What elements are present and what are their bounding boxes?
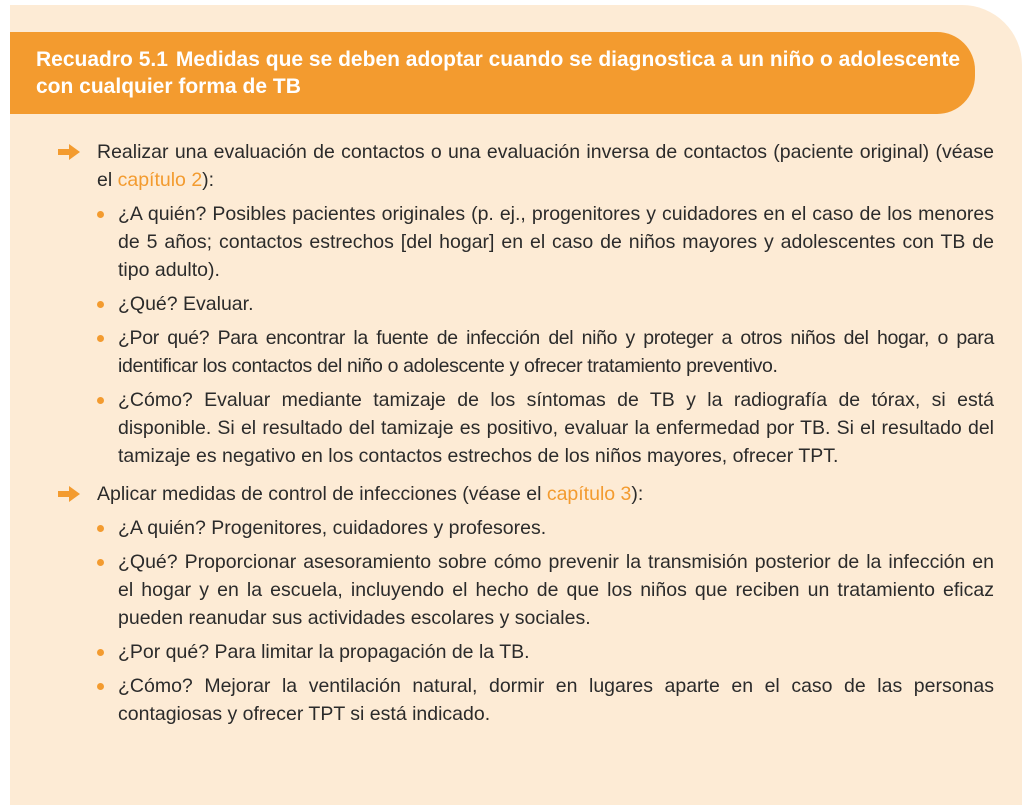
list-item [0,324,1024,380]
list-item-text: ¿Qué? Proporcionar asesoramiento sobre cómo prevenir la transmisión posterior de la infección en el hogar y en la escuela, incluyendo el hecho de que los niños que reciben un tratamiento eficaz pueden reanudar sus actividades escolares y sociales. [118,551,994,629]
list-item-text: ¿A quién? Progenitores, cuidadores y profesores. [118,517,547,539]
section-2-text: Aplicar medidas de control de infecciones (véase el [97,483,547,505]
list-item [0,638,1024,666]
list-item [0,514,1024,542]
section-1-text-end: ): [202,169,215,191]
list-item [0,672,1024,728]
bullet-icon [97,649,104,656]
list-item [0,548,1024,632]
list-item-text: ¿Cómo? Mejorar la ventilación natural, dormir en lugares aparte en el caso de las personas contagiosas y ofrecer TPT si está indicado. [118,675,994,725]
list-item [0,386,1024,470]
bullet-icon [97,301,104,308]
bullet-icon [97,211,104,218]
bullet-icon [97,397,104,404]
bullet-icon [97,335,104,342]
list-item-text: ¿Por qué? Para limitar la propagación de la TB. [118,641,530,663]
chapter-3-link[interactable]: capítulo 3 [546,483,632,505]
list-item-text: ¿Qué? Evaluar. [118,293,254,315]
chapter-2-link[interactable]: capítulo 2 [117,169,203,191]
arrow-right-icon [57,143,81,161]
section-2 [0,480,1024,508]
box-title: Medidas que se deben adoptar cuando se diagnostica a un niño o adolescente con cualquier forma de TB [36,48,961,98]
bullet-icon [97,683,104,690]
bullet-icon [97,559,104,566]
list-item-text: ¿A quién? Posibles pacientes originales (p. ej., progenitores y cuidadores en el caso de los menores de 5 años; contactos estrechos [del hogar] en el caso de niños mayores y adolescentes con TB de tipo adulto). [118,203,994,281]
list-item-text: ¿Cómo? Evaluar mediante tamizaje de los síntomas de TB y la radiografía de tórax, si está disponible. Si el resultado del tamizaje es positivo, evaluar la enfermedad por TB. Si el resultado del tamizaje es negativo en los contactos estrechos de los niños mayores, ofrecer TPT. [118,389,994,467]
box-header [10,32,975,114]
list-item [0,290,1024,318]
box-content [0,138,1024,728]
section-1 [0,138,1024,194]
arrow-right-icon [57,485,81,503]
section-1-text: Realizar una evaluación de contactos o una evaluación inversa de contactos (paciente original) (véase el [97,141,994,191]
section-2-text-end: ): [631,483,644,505]
bullet-icon [97,525,104,532]
list-item [0,200,1024,284]
list-item-text: ¿Por qué? Para encontrar la fuente de infección del niño y proteger a otros niños del hogar, o para identificar los contactos del niño o adolescente y ofrecer tratamiento preventivo. [118,327,994,377]
box-number: Recuadro 5.1 [36,48,168,71]
